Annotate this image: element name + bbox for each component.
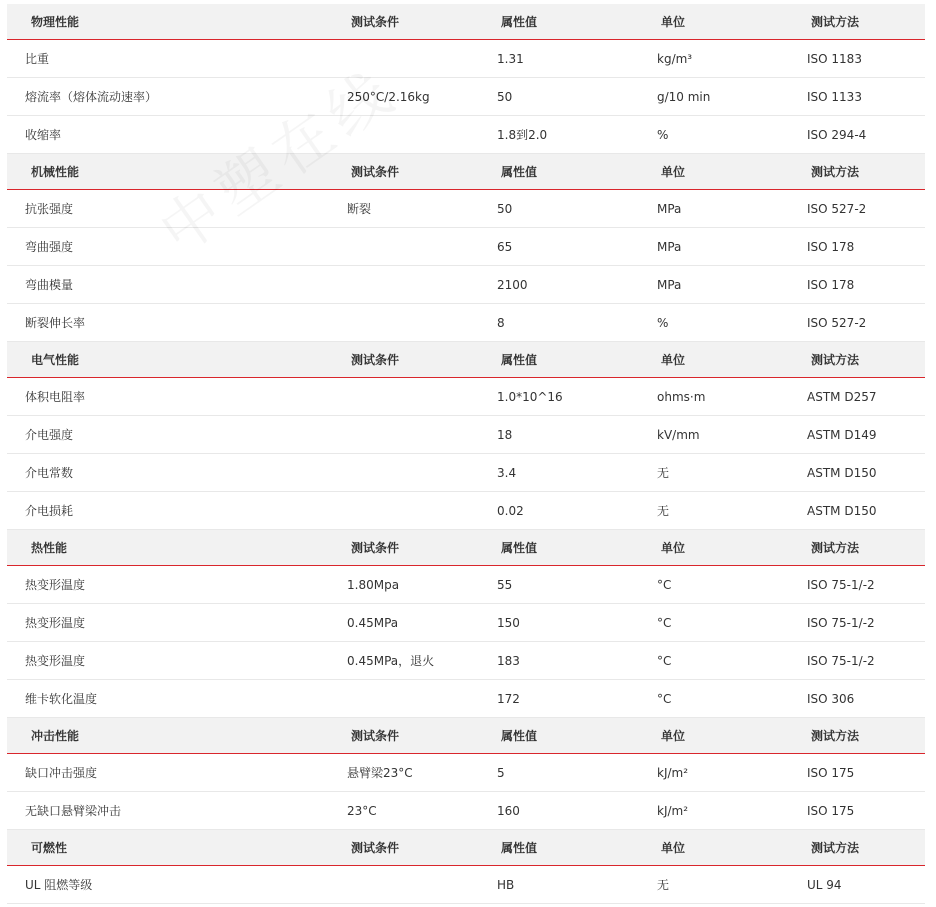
unit: 无 <box>657 466 670 480</box>
unit: kV/mm <box>657 427 700 442</box>
header-value: 属性值 <box>501 15 538 29</box>
table-row <box>7 304 925 342</box>
property-name: 弯曲模量 <box>25 278 74 292</box>
header-unit: 单位 <box>661 353 686 367</box>
table-row <box>7 454 925 492</box>
unit: °C <box>657 691 672 706</box>
header-method: 测试方法 <box>811 15 860 29</box>
header-condition: 测试条件 <box>351 15 400 29</box>
unit: °C <box>657 577 672 592</box>
property-name: 体积电阻率 <box>25 390 86 404</box>
header-value: 属性值 <box>501 841 538 855</box>
property-name: 缺口冲击强度 <box>25 766 98 780</box>
property-value: HB <box>497 877 515 892</box>
test-method: ISO 75-1/-2 <box>807 615 875 630</box>
property-value: 3.4 <box>497 465 517 480</box>
table-row <box>7 680 925 718</box>
table-row <box>7 378 925 416</box>
section-header <box>7 718 925 754</box>
property-name: UL 阻燃等级 <box>25 878 93 892</box>
unit: °C <box>657 615 672 630</box>
header-unit: 单位 <box>661 841 686 855</box>
test-condition: 23°C <box>347 803 377 818</box>
property-name: 热变形温度 <box>25 616 86 630</box>
header-condition: 测试条件 <box>351 165 400 179</box>
table-row <box>7 266 925 304</box>
property-name: 无缺口悬臂梁冲击 <box>25 804 122 818</box>
unit: MPa <box>657 201 682 216</box>
property-name: 介电常数 <box>25 466 74 480</box>
section-header <box>7 4 925 40</box>
property-value: 1.8到2.0 <box>497 128 548 142</box>
header-unit: 单位 <box>661 729 686 743</box>
table-row <box>7 754 925 792</box>
section-title: 电气性能 <box>31 353 80 367</box>
property-value: 50 <box>497 89 513 104</box>
header-value: 属性值 <box>501 165 538 179</box>
test-condition: 250°C/2.16kg <box>347 89 430 104</box>
unit: kJ/m² <box>657 765 689 780</box>
test-condition: 0.45MPa，退火 <box>347 654 435 668</box>
property-name: 介电强度 <box>25 428 74 442</box>
property-value: 0.02 <box>497 503 524 518</box>
header-unit: 单位 <box>661 541 686 555</box>
property-value: 2100 <box>497 277 528 292</box>
header-condition: 测试条件 <box>351 729 400 743</box>
section-title: 机械性能 <box>31 165 80 179</box>
test-condition: 1.80Mpa <box>347 577 400 592</box>
header-unit: 单位 <box>661 15 686 29</box>
table-row <box>7 492 925 530</box>
test-method: ISO 178 <box>807 239 855 254</box>
test-method: ASTM D150 <box>807 465 877 480</box>
section-title: 可燃性 <box>31 841 68 855</box>
test-method: ASTM D150 <box>807 503 877 518</box>
table-row <box>7 228 925 266</box>
property-value: 1.31 <box>497 51 524 66</box>
header-unit: 单位 <box>661 165 686 179</box>
unit: 无 <box>657 878 670 892</box>
unit: g/10 min <box>657 89 711 104</box>
property-value: 50 <box>497 201 513 216</box>
test-condition: 悬臂梁23°C <box>347 766 413 780</box>
test-condition: 0.45MPa <box>347 615 399 630</box>
property-name: 热变形温度 <box>25 578 86 592</box>
header-value: 属性值 <box>501 729 538 743</box>
test-method: ISO 75-1/-2 <box>807 653 875 668</box>
test-method: ISO 306 <box>807 691 855 706</box>
table-row <box>7 416 925 454</box>
property-name: 抗张强度 <box>25 202 74 216</box>
section-header <box>7 530 925 566</box>
test-method: ISO 175 <box>807 765 855 780</box>
property-name: 断裂伸长率 <box>25 316 86 330</box>
test-method: ISO 1183 <box>807 51 862 66</box>
property-name: 熔流率（熔体流动速率） <box>25 90 158 104</box>
table-row <box>7 40 925 78</box>
test-method: ISO 75-1/-2 <box>807 577 875 592</box>
test-method: ISO 1133 <box>807 89 862 104</box>
unit: °C <box>657 653 672 668</box>
property-name: 介电损耗 <box>25 504 74 518</box>
unit: ohms·m <box>657 389 706 404</box>
header-method: 测试方法 <box>811 353 860 367</box>
header-condition: 测试条件 <box>351 541 400 555</box>
unit: 无 <box>657 504 670 518</box>
section-header <box>7 154 925 190</box>
test-method: ISO 294-4 <box>807 127 867 142</box>
section-header <box>7 342 925 378</box>
property-name: 比重 <box>25 52 50 66</box>
property-value: 18 <box>497 427 513 442</box>
property-name: 收缩率 <box>25 128 62 142</box>
header-method: 测试方法 <box>811 841 860 855</box>
section-title: 冲击性能 <box>31 729 80 743</box>
test-method: ISO 178 <box>807 277 855 292</box>
property-value: 160 <box>497 803 520 818</box>
section-title: 物理性能 <box>31 15 80 29</box>
table-row <box>7 866 925 904</box>
unit: kg/m³ <box>657 51 693 66</box>
property-value: 150 <box>497 615 520 630</box>
table-row <box>7 642 925 680</box>
test-method: ISO 175 <box>807 803 855 818</box>
unit: MPa <box>657 239 682 254</box>
header-value: 属性值 <box>501 541 538 555</box>
property-name: 热变形温度 <box>25 654 86 668</box>
header-condition: 测试条件 <box>351 841 400 855</box>
test-method: ISO 527-2 <box>807 201 867 216</box>
header-method: 测试方法 <box>811 729 860 743</box>
section-title: 热性能 <box>31 541 68 555</box>
property-value: 55 <box>497 577 513 592</box>
property-name: 维卡软化温度 <box>25 692 98 706</box>
header-condition: 测试条件 <box>351 353 400 367</box>
test-method: ASTM D257 <box>807 389 877 404</box>
property-value: 5 <box>497 765 505 780</box>
section-header <box>7 830 925 866</box>
property-value: 65 <box>497 239 513 254</box>
property-value: 8 <box>497 315 505 330</box>
test-condition: 断裂 <box>347 202 372 216</box>
property-value: 172 <box>497 691 520 706</box>
test-method: ASTM D149 <box>807 427 877 442</box>
header-method: 测试方法 <box>811 541 860 555</box>
unit: MPa <box>657 277 682 292</box>
property-value: 1.0*10^16 <box>497 389 563 404</box>
table-row <box>7 190 925 228</box>
property-value: 183 <box>497 653 520 668</box>
header-value: 属性值 <box>501 353 538 367</box>
table-row <box>7 604 925 642</box>
test-method: UL 94 <box>807 877 842 892</box>
header-method: 测试方法 <box>811 165 860 179</box>
table-row <box>7 566 925 604</box>
unit: kJ/m² <box>657 803 689 818</box>
test-method: ISO 527-2 <box>807 315 867 330</box>
property-name: 弯曲强度 <box>25 240 74 254</box>
unit: % <box>657 127 669 142</box>
table-row <box>7 792 925 830</box>
table-row <box>7 78 925 116</box>
table-row <box>7 116 925 154</box>
properties-table <box>7 4 925 904</box>
unit: % <box>657 315 669 330</box>
